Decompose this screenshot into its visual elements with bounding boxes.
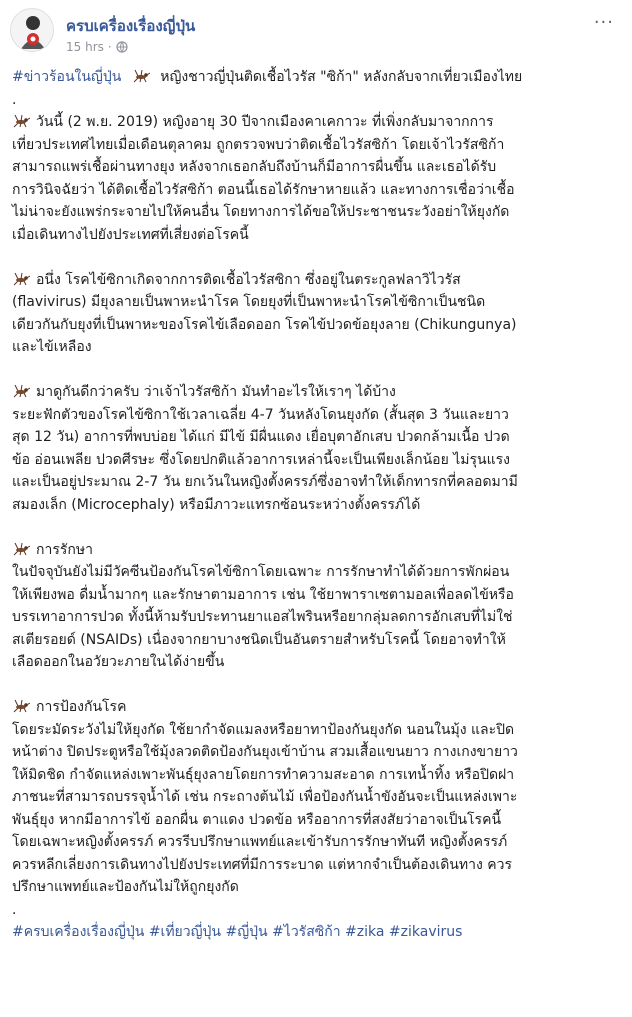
paragraph-gap bbox=[12, 246, 618, 269]
paragraph-line: อนึ่ง โรคไข้ซิกาเกิดจากการติดเชื้อไวรัสซิกา ซึ่งอยู่ในตระกูลฟลาวิไวรัส bbox=[36, 271, 461, 288]
paragraph-line: สมองเล็ก (Microcephaly) หรือมีภาวะแทรกซ้อนระหว่างตั้งครรภ์ได้ bbox=[12, 496, 421, 513]
hashtag-link[interactable]: #ญี่ปุ่น bbox=[225, 924, 268, 940]
paragraph-line: เมื่อเดินทางไปยังประเทศที่เสี่ยงต่อโรคนี้ bbox=[12, 226, 249, 243]
spacer-dot: . bbox=[12, 91, 17, 108]
meta-separator: · bbox=[107, 40, 112, 54]
paragraph-line: ให้มิดชิด กำจัดแหล่งเพาะพันธุ์ยุงลายโดยการทำความสะอาด การเทน้ำทิ้ง หรือปิดฝา bbox=[12, 766, 515, 783]
mosquito-icon bbox=[12, 272, 30, 286]
paragraph-line: พันธุ์ยุง หากมีอาการไข้ ออกผื่น ตาแดง ปวดข้อ หรืออาการที่สงสัยว่าอาจเป็นโรคนี้ bbox=[12, 811, 502, 828]
hashtag-hot-news[interactable]: #ข่าวร้อนในญี่ปุ่น bbox=[12, 69, 122, 85]
hashtag-link[interactable]: #zika bbox=[345, 924, 385, 940]
post-time[interactable]: 15 hrs bbox=[66, 40, 104, 54]
paragraph-line: โดยระมัดระวังไม่ให้ยุงกัด ใช้ยากำจัดแมลงหรือยาทาป้องกันยุงกัด นอนในมุ้ง และปิด bbox=[12, 721, 515, 738]
hashtag-row bbox=[12, 921, 618, 944]
paragraph-line: สามารถแพร่เชื้อผ่านทางยุง หลังจากเธอกลับถึงบ้านก็มีอาการผื่นขึ้น และเธอได้รับ bbox=[12, 159, 497, 175]
post-header bbox=[10, 8, 622, 60]
paragraph-line: (flavivirus) มียุงลายเป็นพาหะนำโรค โดยยุงที่เป็นพาหะนำโรคไข้ซิกาเป็นชนิด bbox=[12, 294, 486, 310]
section-heading: การรักษา bbox=[36, 541, 93, 558]
mosquito-icon bbox=[12, 699, 30, 713]
mosquito-icon bbox=[12, 114, 30, 128]
paragraph-news bbox=[12, 111, 618, 246]
hashtag-link[interactable]: #zikavirus bbox=[388, 924, 463, 940]
section-heading: การป้องกันโรค bbox=[36, 699, 127, 715]
paragraph-line: การวินิจฉัยว่า ได้ติดเชื้อไวรัสซิก้า ตอนนี้เธอได้รักษาหายแล้ว และทางการเชื่อว่าเชื้อ bbox=[12, 181, 515, 198]
paragraph-line: ไม่น่าจะยังแพร่กระจายไปให้คนอื่น โดยทางการได้ขอให้ประชาชนระวังอย่าให้ยุงกัด bbox=[12, 204, 510, 220]
paragraph-line: เที่ยวประเทศไทยเมื่อเดือนตุลาคม ถูกตรวจพบว่าติดเชื้อไวรัสซิก้า โดยเจ้าไวรัสซิก้า bbox=[12, 136, 505, 153]
paragraph-line: ปรึกษาแพทย์และป้องกันไม่ให้ถูกยุงกัด bbox=[12, 879, 239, 895]
post-title-line bbox=[12, 66, 618, 89]
paragraph-line: เดียวกันกับยุงที่เป็นพาหะของโรคไข้เลือดออก โรคไข้ปวดข้อยุงลาย (Chikungunya) bbox=[12, 316, 517, 333]
hashtag-link[interactable]: #เที่ยวญี่ปุ่น bbox=[148, 924, 222, 940]
paragraph-line: ให้เพียงพอ ดื่มน้ำมากๆ และรักษาตามอาการ เช่น ใช้ยาพาราเซตามอลเพื่อลดไข้หรือ bbox=[12, 586, 514, 603]
paragraph-line: และไข้เหลือง bbox=[12, 339, 92, 355]
paragraph-line: มาดูกันดีกว่าครับ ว่าเจ้าไวรัสซิก้า มันทำอะไรให้เราๆ ได้บ้าง bbox=[36, 384, 396, 400]
post-title-text: หญิงชาวญี่ปุ่นติดเชื้อไวรัส "ซิก้า" หลังกลับจากเที่ยวเมืองไทย bbox=[160, 69, 523, 85]
paragraph-line: หน้าต่าง ปิดประตูหรือใช้มุ้งลวดติดป้องกันยุงเข้าบ้าน สวมเสื้อแขนยาว กางเกงขายาว bbox=[12, 744, 518, 760]
globe-icon bbox=[116, 41, 128, 53]
paragraph-background bbox=[12, 269, 618, 359]
mosquito-icon bbox=[12, 542, 30, 556]
paragraph-line: และเป็นอยู่ประมาณ 2-7 วัน ยกเว้นในหญิงตั้งครรภ์ซึ่งอาจทำให้เด็กทารกที่คลอดมามี bbox=[12, 474, 518, 490]
post-meta bbox=[66, 40, 128, 54]
page-name[interactable]: ครบเครื่องเรื่องญี่ปุ่น bbox=[66, 17, 196, 35]
paragraph-line: โดยเฉพาะหญิงตั้งครรภ์ ควรรีบปรึกษาแพทย์และเข้ารับการรักษาทันที หญิงตั้งครรภ์ bbox=[12, 834, 508, 850]
paragraph-prevention bbox=[12, 696, 618, 899]
hashtag-link[interactable]: #ไวรัสซิก้า bbox=[272, 924, 341, 940]
paragraph-treatment bbox=[12, 539, 618, 674]
page-avatar[interactable] bbox=[10, 8, 54, 52]
spacer-dot: . bbox=[12, 901, 17, 918]
paragraph-line: วันนี้ (2 พ.ย. 2019) หญิงอายุ 30 ปีจากเมืองคาเคกาวะ ที่เพิ่งกลับมาจากการ bbox=[36, 114, 494, 130]
paragraph-symptoms bbox=[12, 381, 618, 516]
paragraph-line: บรรเทาอาการปวด ทั้งนี้ห้ามรับประทานยาแอสไพรินหรือยากลุ่มลดการอักเสบที่ไม่ใช่ bbox=[12, 609, 513, 625]
page-avatar-logo bbox=[11, 9, 54, 52]
paragraph-gap bbox=[12, 359, 618, 382]
paragraph-line: ข้อ อ่อนเพลีย ปวดศีรษะ ซึ่งโดยปกติแล้วอาการเหล่านี้จะเป็นเพียงเล็กน้อย ไม่รุนแรง bbox=[12, 451, 510, 468]
paragraph-gap bbox=[12, 516, 618, 539]
paragraph-line: ในปัจจุบันยังไม่มีวัคซีนป้องกันโรคไข้ซิกาโดยเฉพาะ การรักษาทำได้ด้วยการพักผ่อน bbox=[12, 564, 510, 580]
mosquito-icon bbox=[132, 69, 150, 83]
paragraph-line: เลือดออกในอวัยวะภายในได้ง่ายขึ้น bbox=[12, 654, 225, 670]
paragraph-line: สเตียรอยด์ (NSAIDs) เนื่องจากยาบางชนิดเป็นอันตรายสำหรับโรคนี้ โดยอาจทำให้ bbox=[12, 631, 506, 648]
hashtag-link[interactable]: #ครบเครื่องเรื่องญี่ปุ่น bbox=[12, 924, 145, 940]
paragraph-line: ระยะฟักตัวของโรคไข้ซิกาใช้เวลาเฉลี่ย 4-7 วันหลังโดนยุงกัด (สั้นสุด 3 วันและยาว bbox=[12, 406, 509, 423]
more-options-button[interactable]: ··· bbox=[593, 12, 614, 33]
paragraph-gap bbox=[12, 674, 618, 697]
paragraph-line: ควรหลีกเลี่ยงการเดินทางไปยังประเทศที่มีการระบาด แต่หากจำเป็นต้องเดินทาง ควร bbox=[12, 856, 512, 873]
post-body bbox=[12, 66, 618, 944]
paragraph-line: ภาชนะที่สามารถบรรจุน้ำได้ เช่น กระถางต้นไม้ เพื่อป้องกันน้ำขังอันจะเป็นแหล่งเพาะ bbox=[12, 789, 518, 805]
paragraph-line: สุด 12 วัน) อาการที่พบบ่อย ได้แก่ มีไข้ มีผื่นแดง เยื่อบุตาอักเสบ ปวดกล้ามเนื้อ ปวด bbox=[12, 429, 510, 445]
mosquito-icon bbox=[12, 384, 30, 398]
